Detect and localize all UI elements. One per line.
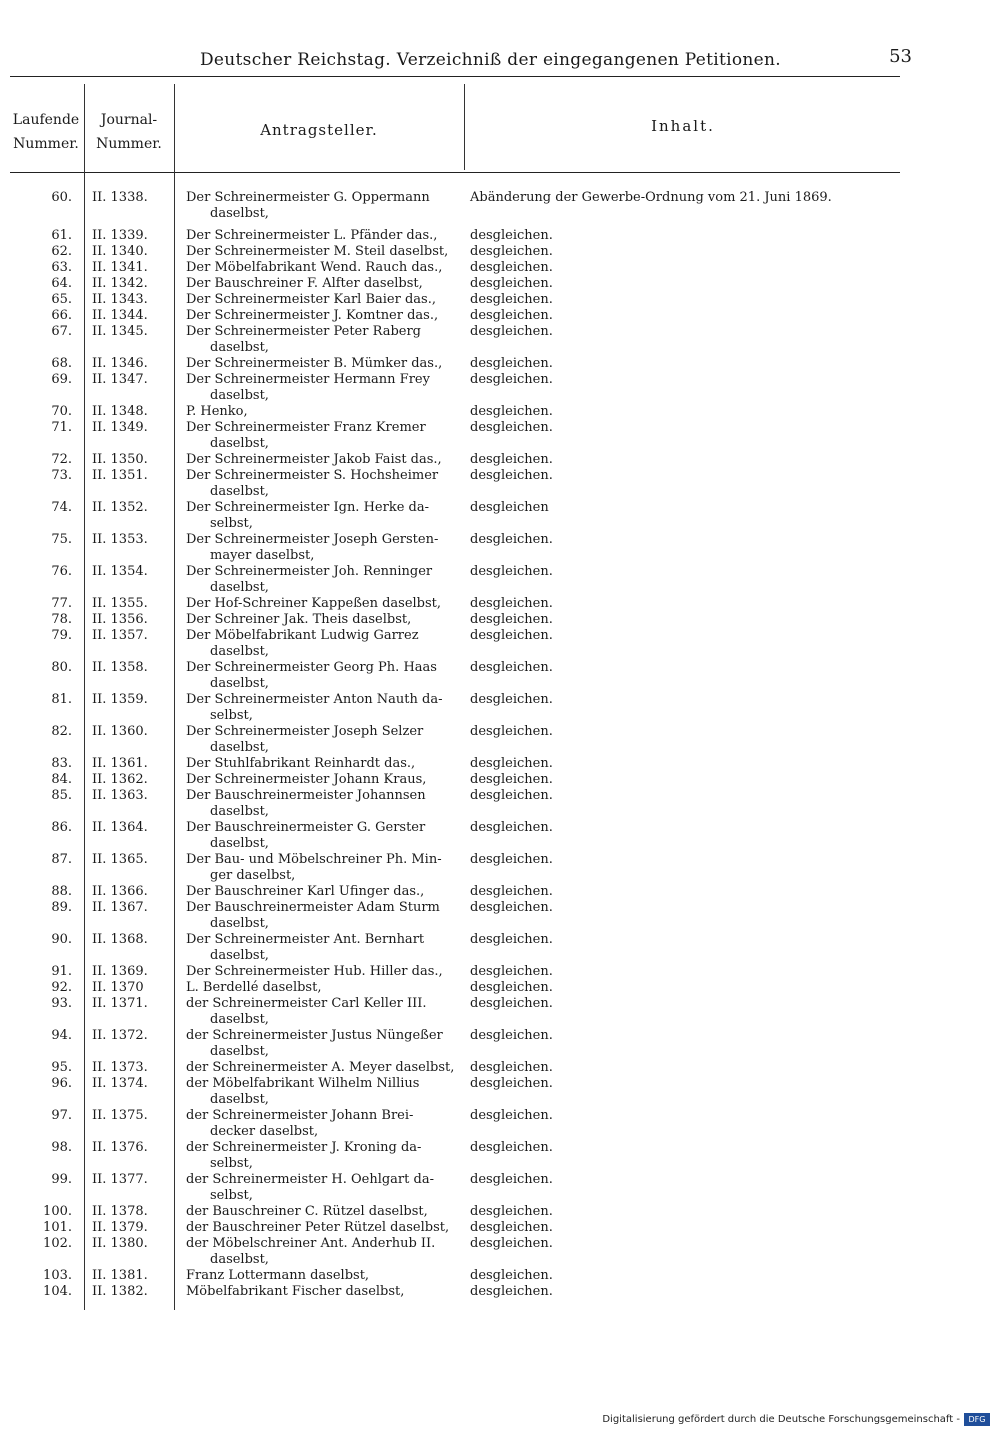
laufende-nummer: 93.: [51, 996, 72, 1011]
antragsteller-name: Der Möbelfabrikant Wend. Rauch das.,: [186, 260, 443, 275]
journal-nummer: II. 1377.: [92, 1172, 148, 1187]
antragsteller-continuation: daselbst,: [210, 206, 269, 221]
antragsteller-cell: [186, 1140, 464, 1172]
laufende-nummer: 99.: [51, 1172, 72, 1187]
antragsteller-name: Der Bauschreiner F. Alfter daselbst,: [186, 276, 423, 291]
inhalt-cell: desgleichen.: [470, 996, 553, 1011]
antragsteller-cell: [186, 1028, 464, 1060]
inhalt-cell: desgleichen.: [470, 228, 553, 243]
inhalt-cell: desgleichen.: [470, 1220, 553, 1235]
antragsteller-name: Der Schreinermeister Peter Raberg: [186, 324, 421, 339]
antragsteller-cell: [186, 356, 464, 372]
inhalt-cell: desgleichen.: [470, 1140, 553, 1155]
antragsteller-cell: [186, 1172, 464, 1204]
laufende-nummer: 72.: [51, 452, 72, 467]
antragsteller-cell: [186, 404, 464, 420]
journal-nummer: II. 1338.: [92, 190, 148, 205]
antragsteller-cell: [186, 372, 464, 404]
laufende-nummer: 89.: [51, 900, 72, 915]
journal-nummer: II. 1368.: [92, 932, 148, 947]
journal-nummer: II. 1353.: [92, 532, 148, 547]
laufende-nummer: 102.: [43, 1236, 72, 1251]
journal-nummer: II. 1348.: [92, 404, 148, 419]
antragsteller-name: Der Schreinermeister Joh. Renninger: [186, 564, 433, 579]
antragsteller-continuation: daselbst,: [210, 580, 269, 595]
laufende-nummer: 80.: [51, 660, 72, 675]
antragsteller-name: Der Schreinermeister Joseph Selzer: [186, 724, 424, 739]
antragsteller-continuation: daselbst,: [210, 1012, 269, 1027]
inhalt-cell: desgleichen.: [470, 756, 553, 771]
antragsteller-cell: [186, 468, 464, 500]
antragsteller-cell: [186, 900, 464, 932]
antragsteller-name: der Möbelfabrikant Wilhelm Nillius: [186, 1076, 420, 1091]
laufende-nummer: 76.: [51, 564, 72, 579]
inhalt-cell: desgleichen.: [470, 932, 553, 947]
inhalt-cell: desgleichen.: [470, 900, 553, 915]
journal-nummer: II. 1359.: [92, 692, 148, 707]
antragsteller-cell: [186, 788, 464, 820]
antragsteller-cell: [186, 308, 464, 324]
antragsteller-continuation: selbst,: [210, 516, 253, 531]
laufende-nummer: 64.: [51, 276, 72, 291]
laufende-nummer: 96.: [51, 1076, 72, 1091]
laufende-nummer: 94.: [51, 1028, 72, 1043]
journal-nummer: II. 1367.: [92, 900, 148, 915]
inhalt-cell: desgleichen.: [470, 292, 553, 307]
journal-nummer: II. 1361.: [92, 756, 148, 771]
antragsteller-cell: [186, 1220, 464, 1236]
laufende-nummer: 83.: [51, 756, 72, 771]
antragsteller-continuation: daselbst,: [210, 1044, 269, 1059]
antragsteller-continuation: daselbst,: [210, 1252, 269, 1267]
laufende-nummer: 77.: [51, 596, 72, 611]
journal-nummer: II. 1354.: [92, 564, 148, 579]
antragsteller-name: Der Bau- und Möbelschreiner Ph. Min-: [186, 852, 442, 867]
inhalt-cell: Abänderung der Gewerbe-Ordnung vom 21. Juni 1869.: [470, 190, 832, 205]
laufende-nummer: 69.: [51, 372, 72, 387]
inhalt-cell: desgleichen.: [470, 564, 553, 579]
journal-nummer: II. 1366.: [92, 884, 148, 899]
antragsteller-continuation: daselbst,: [210, 916, 269, 931]
antragsteller-cell: [186, 260, 464, 276]
antragsteller-name: Der Bauschreiner Karl Ufinger das.,: [186, 884, 425, 899]
journal-nummer: II. 1352.: [92, 500, 148, 515]
antragsteller-name: Der Schreinermeister M. Steil daselbst,: [186, 244, 449, 259]
inhalt-cell: desgleichen.: [470, 1076, 553, 1091]
antragsteller-name: Der Schreinermeister Georg Ph. Haas: [186, 660, 437, 675]
laufende-nummer: 66.: [51, 308, 72, 323]
antragsteller-continuation: daselbst,: [210, 436, 269, 451]
journal-nummer: II. 1350.: [92, 452, 148, 467]
inhalt-cell: desgleichen.: [470, 1060, 553, 1075]
antragsteller-name: Der Schreinermeister S. Hochsheimer: [186, 468, 439, 483]
antragsteller-continuation: daselbst,: [210, 484, 269, 499]
inhalt-cell: desgleichen.: [470, 628, 553, 643]
journal-nummer: II. 1356.: [92, 612, 148, 627]
antragsteller-name: Der Schreinermeister Anton Nauth da-: [186, 692, 443, 707]
laufende-nummer: 71.: [51, 420, 72, 435]
journal-nummer: II. 1381.: [92, 1268, 148, 1283]
antragsteller-name: Der Bauschreinermeister G. Gerster: [186, 820, 426, 835]
antragsteller-cell: [186, 964, 464, 980]
antragsteller-name: Der Schreinermeister L. Pfänder das.,: [186, 228, 438, 243]
inhalt-cell: desgleichen.: [470, 260, 553, 275]
antragsteller-cell: [186, 724, 464, 756]
antragsteller-continuation: mayer daselbst,: [210, 548, 315, 563]
antragsteller-continuation: daselbst,: [210, 948, 269, 963]
laufende-nummer: 73.: [51, 468, 72, 483]
antragsteller-name: der Bauschreiner Peter Rützel daselbst,: [186, 1220, 450, 1235]
inhalt-cell: desgleichen.: [470, 612, 553, 627]
journal-nummer: II. 1355.: [92, 596, 148, 611]
journal-nummer: II. 1358.: [92, 660, 148, 675]
antragsteller-cell: [186, 500, 464, 532]
journal-nummer: II. 1347.: [92, 372, 148, 387]
journal-nummer: II. 1369.: [92, 964, 148, 979]
antragsteller-name: Franz Lottermann daselbst,: [186, 1268, 370, 1283]
antragsteller-name: Der Bauschreinermeister Adam Sturm: [186, 900, 440, 915]
antragsteller-cell: [186, 884, 464, 900]
journal-nummer: II. 1378.: [92, 1204, 148, 1219]
journal-nummer: II. 1346.: [92, 356, 148, 371]
antragsteller-continuation: daselbst,: [210, 340, 269, 355]
inhalt-cell: desgleichen.: [470, 1172, 553, 1187]
laufende-nummer: 100.: [43, 1204, 72, 1219]
antragsteller-cell: [186, 1236, 464, 1268]
antragsteller-cell: [186, 276, 464, 292]
antragsteller-cell: [186, 772, 464, 788]
laufende-nummer: 88.: [51, 884, 72, 899]
dfg-logo: DFG: [964, 1413, 990, 1426]
antragsteller-cell: [186, 324, 464, 356]
laufende-nummer: 98.: [51, 1140, 72, 1155]
inhalt-cell: desgleichen.: [470, 980, 553, 995]
antragsteller-cell: [186, 980, 464, 996]
antragsteller-name: der Schreinermeister A. Meyer daselbst,: [186, 1060, 455, 1075]
inhalt-cell: desgleichen.: [470, 404, 553, 419]
inhalt-cell: desgleichen.: [470, 276, 553, 291]
antragsteller-name: Der Schreinermeister Franz Kremer: [186, 420, 426, 435]
antragsteller-name: Der Schreinermeister Johann Kraus,: [186, 772, 427, 787]
antragsteller-name: Der Bauschreinermeister Johannsen: [186, 788, 426, 803]
inhalt-cell: desgleichen: [470, 500, 549, 515]
inhalt-cell: desgleichen.: [470, 852, 553, 867]
inhalt-cell: desgleichen.: [470, 820, 553, 835]
laufende-nummer: 65.: [51, 292, 72, 307]
laufende-nummer: 60.: [51, 190, 72, 205]
antragsteller-continuation: daselbst,: [210, 644, 269, 659]
journal-nummer: II. 1374.: [92, 1076, 148, 1091]
inhalt-cell: desgleichen.: [470, 1236, 553, 1251]
antragsteller-name: Möbelfabrikant Fischer daselbst,: [186, 1284, 405, 1299]
laufende-nummer: 82.: [51, 724, 72, 739]
journal-nummer: II. 1382.: [92, 1284, 148, 1299]
journal-nummer: II. 1357.: [92, 628, 148, 643]
antragsteller-name: L. Berdellé daselbst,: [186, 980, 322, 995]
laufende-nummer: 67.: [51, 324, 72, 339]
antragsteller-name: Der Schreinermeister Ant. Bernhart: [186, 932, 425, 947]
inhalt-cell: desgleichen.: [470, 1268, 553, 1283]
column-header-antragsteller: Antragsteller.: [260, 121, 378, 139]
laufende-nummer: 75.: [51, 532, 72, 547]
antragsteller-continuation: selbst,: [210, 1156, 253, 1171]
antragsteller-cell: [186, 1060, 464, 1076]
inhalt-cell: desgleichen.: [470, 372, 553, 387]
antragsteller-cell: [186, 820, 464, 852]
journal-nummer: II. 1340.: [92, 244, 148, 259]
laufende-nummer: 97.: [51, 1108, 72, 1123]
antragsteller-name: Der Schreinermeister J. Komtner das.,: [186, 308, 439, 323]
antragsteller-cell: [186, 564, 464, 596]
inhalt-cell: desgleichen.: [470, 324, 553, 339]
inhalt-cell: desgleichen.: [470, 244, 553, 259]
journal-nummer: II. 1372.: [92, 1028, 148, 1043]
laufende-nummer: 91.: [51, 964, 72, 979]
inhalt-cell: desgleichen.: [470, 596, 553, 611]
antragsteller-name: Der Schreinermeister Hermann Frey: [186, 372, 430, 387]
antragsteller-cell: [186, 292, 464, 308]
journal-nummer: II. 1371.: [92, 996, 148, 1011]
antragsteller-cell: [186, 660, 464, 692]
journal-nummer: II. 1375.: [92, 1108, 148, 1123]
antragsteller-cell: [186, 228, 464, 244]
antragsteller-continuation: decker daselbst,: [210, 1124, 319, 1139]
laufende-nummer: 81.: [51, 692, 72, 707]
antragsteller-cell: [186, 1284, 464, 1300]
inhalt-cell: desgleichen.: [470, 884, 553, 899]
inhalt-cell: desgleichen.: [470, 788, 553, 803]
inhalt-cell: desgleichen.: [470, 452, 553, 467]
laufende-nummer: 87.: [51, 852, 72, 867]
antragsteller-cell: [186, 756, 464, 772]
laufende-nummer: 95.: [51, 1060, 72, 1075]
antragsteller-name: Der Hof-Schreiner Kappeßen daselbst,: [186, 596, 442, 611]
journal-nummer: II. 1349.: [92, 420, 148, 435]
inhalt-cell: desgleichen.: [470, 1204, 553, 1219]
antragsteller-cell: [186, 1268, 464, 1284]
laufende-nummer: 68.: [51, 356, 72, 371]
laufende-nummer: 86.: [51, 820, 72, 835]
inhalt-cell: desgleichen.: [470, 468, 553, 483]
antragsteller-continuation: selbst,: [210, 708, 253, 723]
antragsteller-continuation: daselbst,: [210, 1092, 269, 1107]
antragsteller-cell: [186, 1108, 464, 1140]
antragsteller-cell: [186, 190, 464, 222]
column-header-journal: Journal- Nummer.: [96, 112, 162, 152]
journal-nummer: II. 1370: [92, 980, 144, 995]
laufende-nummer: 79.: [51, 628, 72, 643]
page-title: Deutscher Reichstag. Verzeichniß der eingegangenen Petitionen.: [200, 50, 781, 70]
journal-nummer: II. 1360.: [92, 724, 148, 739]
antragsteller-name: der Schreinermeister J. Kroning da-: [186, 1140, 422, 1155]
inhalt-cell: desgleichen.: [470, 1284, 553, 1299]
journal-nummer: II. 1362.: [92, 772, 148, 787]
antragsteller-name: Der Schreinermeister Jakob Faist das.,: [186, 452, 442, 467]
journal-nummer: II. 1380.: [92, 1236, 148, 1251]
antragsteller-name: der Möbelschreiner Ant. Anderhub II.: [186, 1236, 436, 1251]
journal-nummer: II. 1364.: [92, 820, 148, 835]
antragsteller-name: der Schreinermeister Justus Nüngeßer: [186, 1028, 443, 1043]
antragsteller-cell: [186, 1076, 464, 1108]
laufende-nummer: 92.: [51, 980, 72, 995]
journal-nummer: II. 1343.: [92, 292, 148, 307]
journal-nummer: II. 1373.: [92, 1060, 148, 1075]
inhalt-cell: desgleichen.: [470, 772, 553, 787]
inhalt-cell: desgleichen.: [470, 964, 553, 979]
antragsteller-cell: [186, 452, 464, 468]
antragsteller-name: der Schreinermeister H. Oehlgart da-: [186, 1172, 434, 1187]
antragsteller-continuation: daselbst,: [210, 388, 269, 403]
antragsteller-name: der Bauschreiner C. Rützel daselbst,: [186, 1204, 428, 1219]
antragsteller-name: Der Schreinermeister Joseph Gersten-: [186, 532, 439, 547]
inhalt-cell: desgleichen.: [470, 308, 553, 323]
laufende-nummer: 104.: [43, 1284, 72, 1299]
laufende-nummer: 103.: [43, 1268, 72, 1283]
laufende-nummer: 85.: [51, 788, 72, 803]
journal-nummer: II. 1345.: [92, 324, 148, 339]
laufende-nummer: 61.: [51, 228, 72, 243]
antragsteller-name: Der Schreiner Jak. Theis daselbst,: [186, 612, 412, 627]
column-header-inhalt: Inhalt.: [651, 117, 715, 135]
journal-nummer: II. 1339.: [92, 228, 148, 243]
antragsteller-continuation: daselbst,: [210, 804, 269, 819]
antragsteller-cell: [186, 244, 464, 260]
journal-nummer: II. 1351.: [92, 468, 148, 483]
laufende-nummer: 62.: [51, 244, 72, 259]
laufende-nummer: 101.: [43, 1220, 72, 1235]
antragsteller-name: Der Schreinermeister Karl Baier das.,: [186, 292, 436, 307]
antragsteller-cell: [186, 692, 464, 724]
inhalt-cell: desgleichen.: [470, 532, 553, 547]
antragsteller-continuation: selbst,: [210, 1188, 253, 1203]
inhalt-cell: desgleichen.: [470, 1108, 553, 1123]
journal-nummer: II. 1342.: [92, 276, 148, 291]
laufende-nummer: 84.: [51, 772, 72, 787]
antragsteller-name: Der Schreinermeister B. Mümker das.,: [186, 356, 443, 371]
antragsteller-cell: [186, 596, 464, 612]
antragsteller-name: Der Möbelfabrikant Ludwig Garrez: [186, 628, 419, 643]
laufende-nummer: 70.: [51, 404, 72, 419]
antragsteller-cell: [186, 932, 464, 964]
laufende-nummer: 63.: [51, 260, 72, 275]
inhalt-cell: desgleichen.: [470, 660, 553, 675]
inhalt-cell: desgleichen.: [470, 692, 553, 707]
journal-nummer: II. 1365.: [92, 852, 148, 867]
antragsteller-name: Der Schreinermeister Ign. Herke da-: [186, 500, 429, 515]
journal-nummer: II. 1379.: [92, 1220, 148, 1235]
laufende-nummer: 74.: [51, 500, 72, 515]
inhalt-cell: desgleichen.: [470, 724, 553, 739]
journal-nummer: II. 1344.: [92, 308, 148, 323]
antragsteller-name: P. Henko,: [186, 404, 248, 419]
journal-nummer: II. 1376.: [92, 1140, 148, 1155]
antragsteller-continuation: daselbst,: [210, 676, 269, 691]
antragsteller-continuation: daselbst,: [210, 836, 269, 851]
antragsteller-cell: [186, 1204, 464, 1220]
digitization-credit: Digitalisierung gefördert durch die Deutsche Forschungsgemeinschaft -: [602, 1414, 960, 1425]
laufende-nummer: 90.: [51, 932, 72, 947]
inhalt-cell: desgleichen.: [470, 420, 553, 435]
inhalt-cell: desgleichen.: [470, 356, 553, 371]
antragsteller-cell: [186, 996, 464, 1028]
antragsteller-continuation: ger daselbst,: [210, 868, 296, 883]
inhalt-cell: desgleichen.: [470, 1028, 553, 1043]
journal-nummer: II. 1341.: [92, 260, 148, 275]
antragsteller-name: Der Schreinermeister Hub. Hiller das.,: [186, 964, 443, 979]
antragsteller-name: Der Schreinermeister G. Oppermann: [186, 190, 430, 205]
antragsteller-cell: [186, 612, 464, 628]
antragsteller-cell: [186, 532, 464, 564]
column-header-laufende: Laufende Nummer.: [12, 112, 80, 152]
antragsteller-name: der Schreinermeister Carl Keller III.: [186, 996, 427, 1011]
antragsteller-name: der Schreinermeister Johann Brei-: [186, 1108, 414, 1123]
antragsteller-continuation: daselbst,: [210, 740, 269, 755]
antragsteller-cell: [186, 628, 464, 660]
antragsteller-name: Der Stuhlfabrikant Reinhardt das.,: [186, 756, 416, 771]
antragsteller-cell: [186, 420, 464, 452]
journal-nummer: II. 1363.: [92, 788, 148, 803]
laufende-nummer: 78.: [51, 612, 72, 627]
page-number: 53: [889, 46, 912, 67]
antragsteller-cell: [186, 852, 464, 884]
